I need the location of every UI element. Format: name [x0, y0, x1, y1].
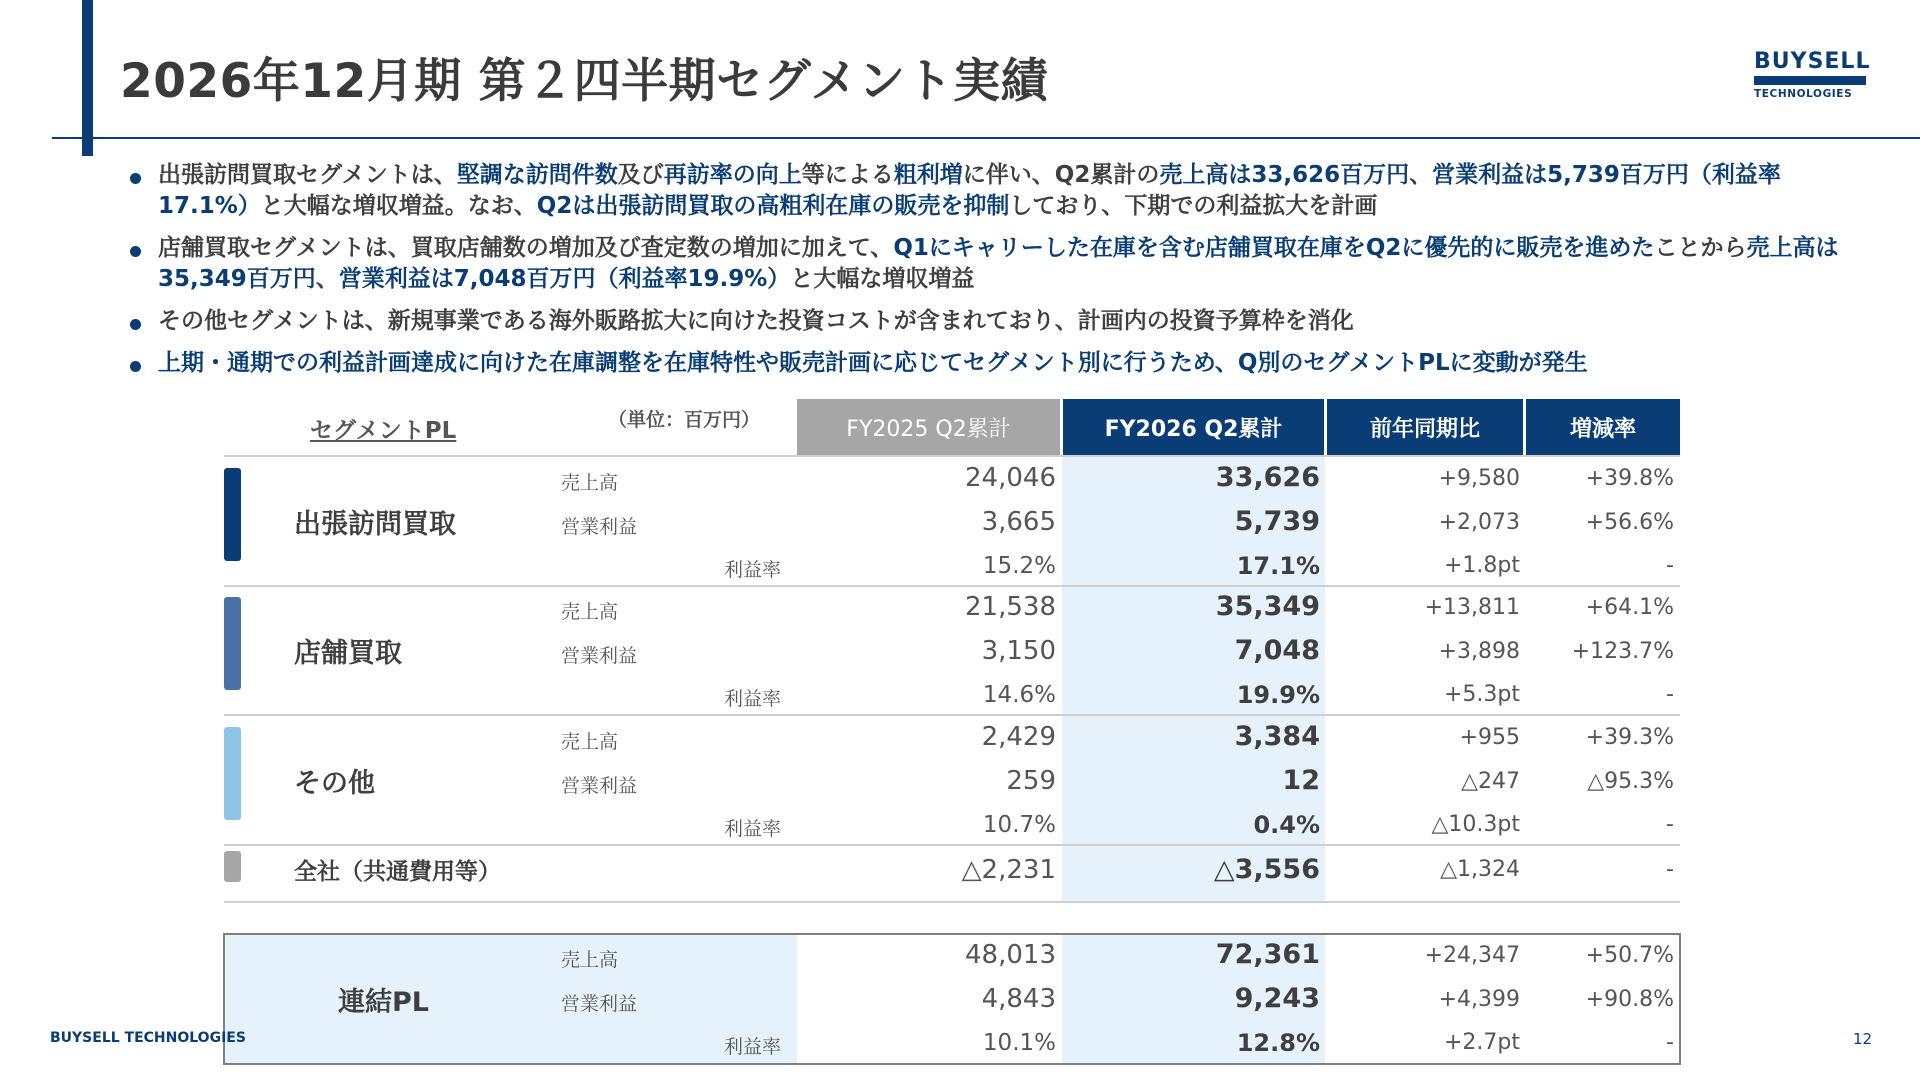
accent-bar — [82, 0, 93, 156]
fy2026-value: 5,739 — [1234, 505, 1320, 537]
fy2026-value: 35,349 — [1215, 591, 1320, 622]
fy2025-value: 21,538 — [965, 592, 1056, 622]
footer-brand: BUYSELL TECHNOLOGIES — [50, 1030, 246, 1046]
yoy-value: △247 — [1461, 768, 1520, 794]
metric-label: 利益率 — [724, 1036, 782, 1058]
fy2025-value: 3,665 — [981, 506, 1056, 537]
change-rate-value: - — [1666, 553, 1674, 578]
yoy-value: +2,073 — [1438, 509, 1520, 535]
consolidated-name: 連結PL — [338, 987, 429, 1018]
header-rule — [224, 455, 1680, 457]
metric-label: 売上高 — [561, 472, 619, 494]
fy2025-value: 4,843 — [981, 983, 1056, 1014]
logo-bar — [1754, 76, 1866, 85]
segment-rule — [224, 585, 1680, 587]
bullet-item — [125, 348, 1845, 379]
bullet-highlight-text: 営業利益は5,739百万円（利益率17.1%） — [158, 162, 1781, 219]
metric-label: 利益率 — [724, 559, 782, 581]
fy2025-value: 259 — [1006, 765, 1056, 796]
metric-label: 利益率 — [724, 688, 782, 710]
company-logo — [1754, 49, 1871, 100]
fy2026-value: 9,243 — [1234, 982, 1320, 1014]
fy2025-value: 48,013 — [965, 940, 1056, 970]
yoy-value: +5.3pt — [1443, 682, 1520, 707]
header-yoy: 前年同期比 — [1327, 399, 1523, 456]
header-fy2026: FY2026 Q2累計 — [1063, 399, 1324, 456]
change-rate-value: +90.8% — [1585, 986, 1674, 1012]
metric-label: 営業利益 — [561, 644, 638, 667]
bullet-text: と大幅な増収増益 — [790, 266, 975, 292]
segment-color-bar — [224, 597, 241, 690]
yoy-value: +1.8pt — [1443, 553, 1520, 578]
fy2025-value: 10.1% — [982, 1030, 1056, 1056]
bullet-text: 等による — [801, 162, 894, 188]
segment-rule — [224, 714, 1680, 716]
bullet-text: 出張訪問買取セグメントは、 — [158, 162, 457, 188]
change-rate-value: +39.3% — [1585, 725, 1674, 750]
bullet-highlight-text: 売上高は33,626百万円 — [1159, 162, 1410, 188]
fy2026-value: 33,626 — [1215, 462, 1320, 493]
logo-bottom-text: TECHNOLOGIES — [1754, 88, 1853, 100]
metric-label: 売上高 — [561, 731, 619, 753]
metric-label: 営業利益 — [561, 992, 638, 1015]
yoy-value: +13,811 — [1424, 595, 1520, 620]
fy2026-value: 7,048 — [1234, 634, 1320, 666]
fy2025-value: 3,150 — [981, 635, 1056, 666]
fy2026-value: △3,556 — [1213, 854, 1320, 885]
change-rate-value: - — [1666, 812, 1674, 837]
page-title: 2026年12月期 第２四半期セグメント実績 — [120, 54, 1049, 109]
yoy-value: △10.3pt — [1431, 812, 1520, 837]
segment-color-bar — [224, 727, 241, 820]
bullet-dot-icon — [130, 319, 141, 330]
fy2025-value: 24,046 — [965, 463, 1056, 493]
bullet-highlight-text: 再訪率の向上 — [663, 162, 802, 188]
bullet-item — [125, 160, 1845, 222]
yoy-value: +2.7pt — [1443, 1030, 1520, 1055]
bullet-text: その他セグメントは、新規事業である海外販路拡大に向けた投資コストが含まれており、計画内の投資予算枠を消化 — [158, 308, 1354, 334]
segment-rule — [224, 844, 1680, 846]
segment-name: その他 — [294, 768, 375, 799]
header-divider — [52, 137, 1920, 139]
fy2026-value: 12.8% — [1236, 1029, 1320, 1057]
metric-label: 営業利益 — [561, 774, 638, 797]
bullet-list — [125, 160, 1845, 390]
segment-pl-label: セグメントPL — [310, 418, 457, 444]
page-number: 12 — [1853, 1030, 1873, 1048]
bullet-text: に伴い、Q2累計の — [962, 162, 1160, 188]
fy2026-value: 3,384 — [1234, 721, 1320, 752]
bullet-highlight-text: 粗利増 — [893, 162, 963, 188]
change-rate-value: - — [1666, 1030, 1674, 1055]
metric-label: 売上高 — [561, 949, 619, 971]
segment-name: 出張訪問買取 — [294, 509, 456, 540]
change-rate-value: - — [1666, 857, 1674, 882]
logo-top-text: BUYSELL — [1754, 49, 1871, 74]
bullet-text: と大幅な増収増益。なお、 — [260, 193, 537, 219]
yoy-value: +955 — [1459, 725, 1520, 750]
yoy-value: +9,580 — [1438, 466, 1520, 491]
change-rate-value: △95.3% — [1587, 768, 1674, 794]
bullet-text: 、 — [315, 266, 339, 292]
change-rate-value: +50.7% — [1585, 943, 1674, 968]
bullet-text: ことから — [1654, 235, 1747, 261]
fy2025-value: 15.2% — [982, 553, 1056, 579]
segment-color-bar — [224, 851, 241, 882]
yoy-value: +4,399 — [1438, 986, 1520, 1012]
yoy-value: +3,898 — [1438, 638, 1520, 664]
bullet-item — [125, 306, 1845, 337]
metric-label: 利益率 — [724, 818, 782, 840]
fy2025-value: 2,429 — [981, 722, 1056, 752]
bullet-text: 店舗買取セグメントは、買取店舗数の増加及び査定数の増加に加えて、 — [158, 235, 894, 261]
bullet-dot-icon — [130, 173, 141, 184]
fy2026-value: 0.4% — [1253, 811, 1320, 839]
bullet-dot-icon — [130, 361, 141, 372]
segment-name: 店舗買取 — [294, 638, 402, 669]
bullet-highlight-text: 堅調な訪問件数 — [456, 162, 618, 188]
fy2025-value: 14.6% — [982, 682, 1056, 708]
header-change-rate: 増減率 — [1526, 399, 1680, 456]
bullet-highlight-text: 営業利益は7,048百万円（利益率19.9%） — [338, 266, 791, 292]
bullet-highlight-text: 上期・通期での利益計画達成に向けた在庫調整を在庫特性や販売計画に応じてセグメント別に行うため、Q別のセグメントPLに変動が発生 — [158, 350, 1588, 376]
fy2025-value: △2,231 — [961, 855, 1056, 885]
consolidated-box — [223, 933, 1681, 1065]
yoy-value: △1,324 — [1440, 857, 1520, 882]
header-fy2025: FY2025 Q2累計 — [797, 399, 1060, 456]
segment-color-bar — [224, 468, 241, 561]
change-rate-value: - — [1666, 682, 1674, 707]
change-rate-value: +56.6% — [1585, 509, 1674, 535]
corporate-rule — [224, 901, 1680, 903]
corporate-name: 全社（共通費用等） — [294, 859, 501, 885]
fy2026-value: 72,361 — [1215, 939, 1320, 970]
bullet-text: しており、下期での利益拡大を計画 — [1009, 193, 1378, 219]
bullet-text: 及び — [617, 162, 664, 188]
yoy-value: +24,347 — [1424, 943, 1520, 968]
fy2025-value: 10.7% — [982, 812, 1056, 838]
change-rate-value: +39.8% — [1585, 466, 1674, 491]
bullet-highlight-text: Q2は出張訪問買取の高粗利在庫の販売を抑制 — [536, 193, 1010, 219]
metric-label: 売上高 — [561, 601, 619, 623]
unit-label: （単位：百万円） — [608, 409, 761, 431]
change-rate-value: +123.7% — [1571, 638, 1674, 664]
metric-label: 営業利益 — [561, 515, 638, 538]
bullet-highlight-text: 売上高は35,349百万円 — [158, 235, 1839, 292]
bullet-item — [125, 233, 1845, 295]
bullet-highlight-text: Q1にキャリーした在庫を含む店舗買取在庫をQ2に優先的に販売を進めた — [893, 235, 1655, 261]
change-rate-value: +64.1% — [1585, 595, 1674, 620]
fy2026-value: 17.1% — [1236, 552, 1320, 580]
bullet-text: 、 — [1409, 162, 1433, 188]
bullet-dot-icon — [130, 246, 141, 257]
fy2026-value: 12 — [1282, 764, 1320, 796]
fy2026-value: 19.9% — [1236, 681, 1320, 709]
